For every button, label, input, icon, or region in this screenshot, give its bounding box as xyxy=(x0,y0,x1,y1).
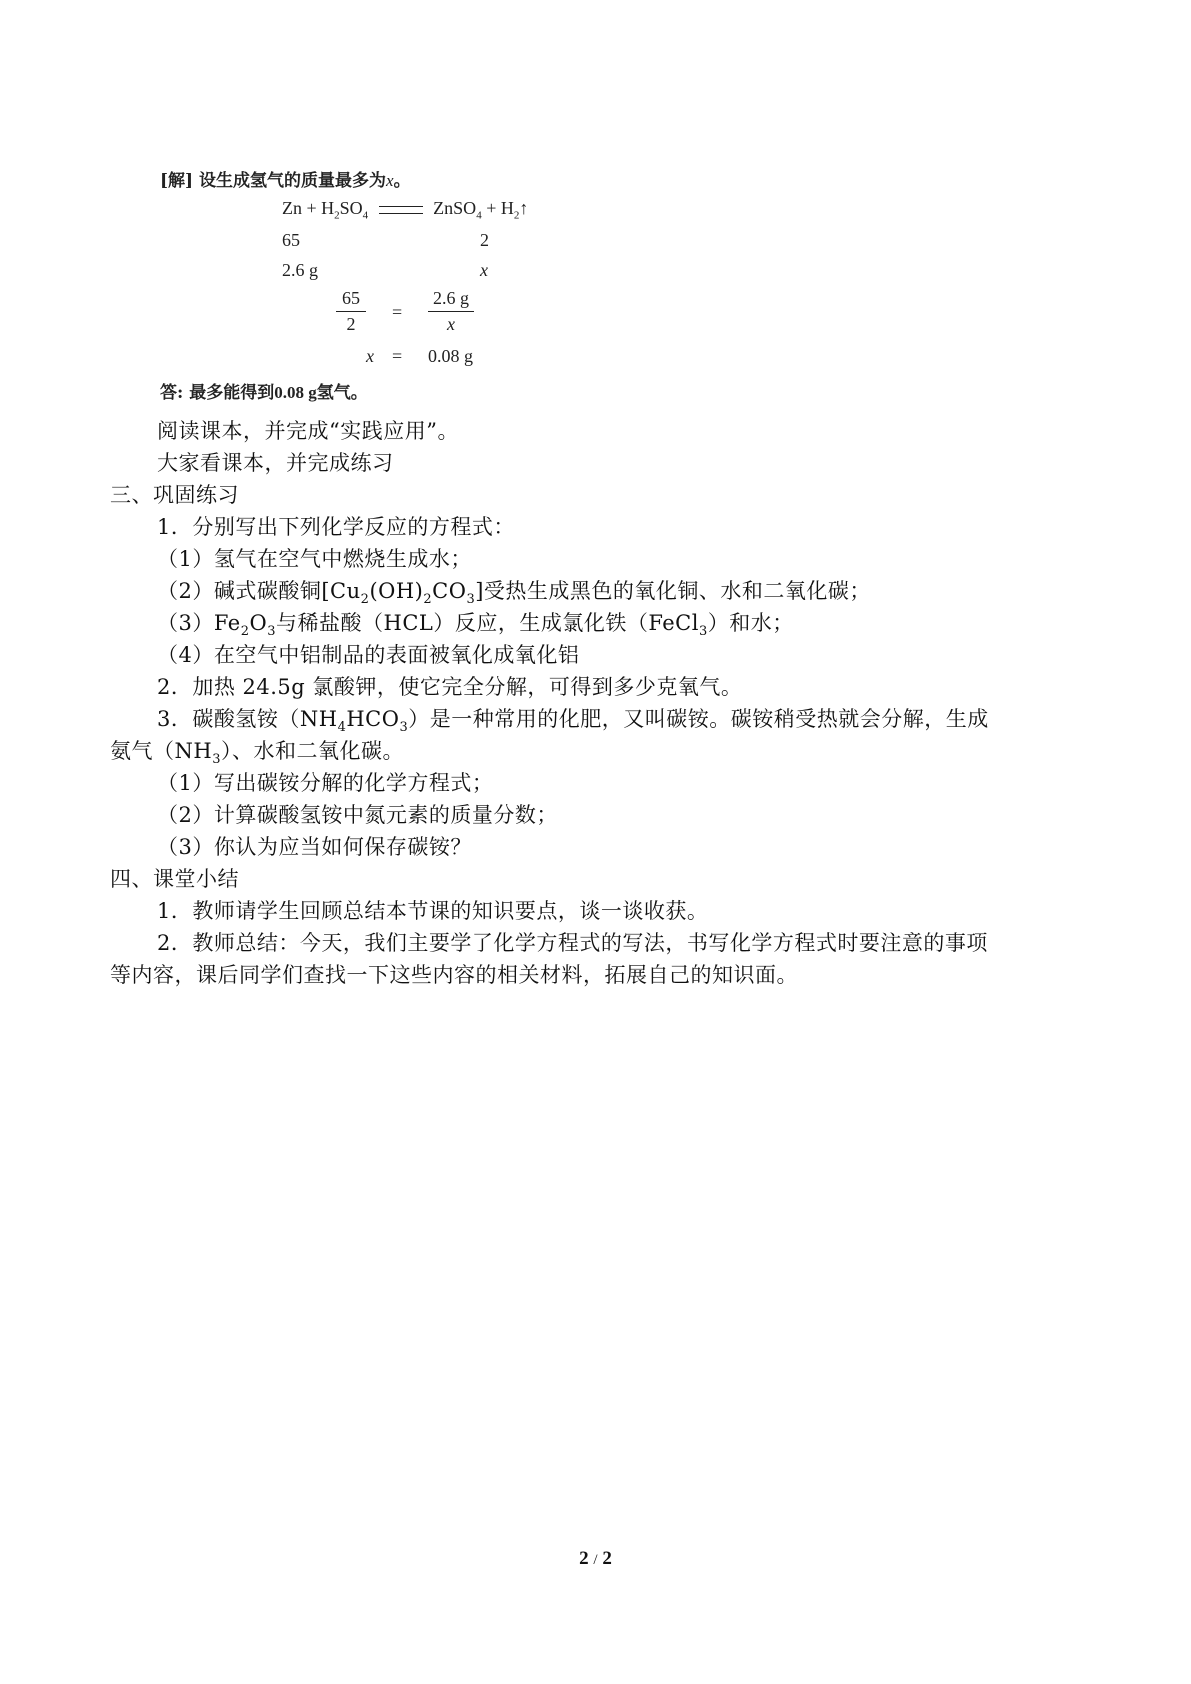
page-total: 2 xyxy=(602,1548,612,1569)
q1-2-part-b: (OH) xyxy=(369,579,424,603)
zn-given-mass: 2.6 g xyxy=(282,260,318,280)
q1-2-part-a: （2）碱式碳酸铜[Cu xyxy=(157,579,361,603)
subscript: 3 xyxy=(698,624,708,640)
equation-znso: ZnSO xyxy=(433,198,477,218)
q1-3-part-c: 与稀盐酸（HCL）反应，生成氯化铁（FeCl xyxy=(276,611,699,635)
solution-heading-prefix: [解] 设生成氢气的质量最多为 xyxy=(160,171,387,191)
subscript: 4 xyxy=(337,720,347,736)
question-1: 1．分别写出下列化学反应的方程式： xyxy=(157,515,515,539)
q1-3-part-a: （3）Fe xyxy=(157,611,241,635)
q3-part-c: ）是一种常用的化肥，又叫碳铵。碳铵稍受热就会分解，生成 xyxy=(408,707,989,731)
page-number xyxy=(0,1548,1191,1570)
equation-sub: 2 xyxy=(513,209,520,222)
q1-3-part-d: ）和水； xyxy=(707,611,794,635)
question-1-1: （1）氢气在空气中燃烧生成水； xyxy=(157,547,472,571)
summary-2-line-1: 2．教师总结：今天，我们主要学了化学方程式的写法，书写化学方程式时要注意的事项 xyxy=(157,931,988,955)
page-current: 2 xyxy=(579,1548,589,1569)
summary-1: 1．教师请学生回顾总结本节课的知识要点，谈一谈收获。 xyxy=(157,899,709,923)
subscript: 3 xyxy=(267,624,276,640)
q3-part-a: 3．碳酸氢铵（NH xyxy=(157,707,338,731)
answer-value: 0.08 g xyxy=(274,383,317,402)
section-3-heading: 三、巩固练习 xyxy=(110,483,239,507)
question-3-3: （3）你认为应当如何保存碳铵？ xyxy=(157,835,472,859)
chemical-equation xyxy=(282,198,528,222)
q3-line2-a: 氨气（NH xyxy=(110,739,213,763)
fraction-left-numerator: 65 xyxy=(342,288,360,308)
solution-answer xyxy=(160,378,368,403)
q1-2-part-d: ]受热生成黑色的氧化铜、水和二氧化碳； xyxy=(475,579,871,603)
subscript: 3 xyxy=(399,720,409,736)
gas-up-arrow-icon: ↑ xyxy=(519,198,529,218)
fraction-bar xyxy=(336,311,366,312)
answer-suffix: 氢气。 xyxy=(316,383,368,403)
subscript: 2 xyxy=(423,592,433,608)
question-3-1: （1）写出碳铵分解的化学方程式； xyxy=(157,771,494,795)
question-3-2: （2）计算碳酸氢铵中氮元素的质量分数； xyxy=(157,803,558,827)
equation-sub: 4 xyxy=(476,209,482,222)
subscript: 3 xyxy=(466,592,476,608)
h2-molar-mass: 2 xyxy=(480,230,489,250)
subscript: 2 xyxy=(360,592,370,608)
fraction-left xyxy=(336,288,366,335)
q1-2-part-c: CO xyxy=(432,579,467,603)
h2-unknown: x xyxy=(480,260,488,280)
subscript: 3 xyxy=(212,752,221,768)
equals-arrow xyxy=(379,206,423,214)
equation-h2: + H xyxy=(486,198,514,218)
fraction-bar xyxy=(428,311,474,312)
solution-heading-var: x xyxy=(386,171,394,190)
result-value: 0.08 g xyxy=(428,346,473,366)
summary-2-line-2: 等内容，课后同学们查找一下这些内容的相关材料，拓展自己的知识面。 xyxy=(110,963,798,987)
question-1-4: （4）在空气中铝制品的表面被氧化成氧化铝 xyxy=(157,643,580,667)
equation-left: Zn + H xyxy=(282,198,335,218)
result-equals: = xyxy=(392,346,403,366)
zn-molar-mass: 65 xyxy=(282,230,300,250)
q3-line2-b: ）、水和二氧化碳。 xyxy=(220,739,404,763)
answer-prefix: 答: 最多能得到 xyxy=(160,383,275,403)
fraction-right-numerator: 2.6 g xyxy=(433,288,469,308)
read-textbook-line: 阅读课本，并完成“实践应用”。 xyxy=(157,419,459,443)
fraction-left-denominator: 2 xyxy=(346,314,356,334)
equation-sub: 2 xyxy=(334,209,340,222)
q3-part-b: HCO xyxy=(346,707,400,731)
fraction-right xyxy=(428,288,474,335)
solution-heading xyxy=(160,166,411,191)
section-4-heading: 四、课堂小结 xyxy=(110,867,239,891)
fraction-equals: = xyxy=(392,302,403,322)
look-textbook-line: 大家看课本，并完成练习 xyxy=(157,451,394,475)
q1-3-part-b: O xyxy=(249,611,268,635)
equation-sub: 4 xyxy=(362,209,369,222)
subscript: 2 xyxy=(240,624,250,640)
solution-figure xyxy=(160,160,580,403)
equation-so: SO xyxy=(339,198,363,218)
question-2: 2．加热 24.5g 氯酸钾，使它完全分解，可得到多少克氧气。 xyxy=(157,675,743,699)
fraction-right-denominator: x xyxy=(447,314,455,334)
solution-heading-suffix: 。 xyxy=(393,171,411,191)
result-var: x xyxy=(366,346,374,366)
page-separator: / xyxy=(593,1552,598,1568)
